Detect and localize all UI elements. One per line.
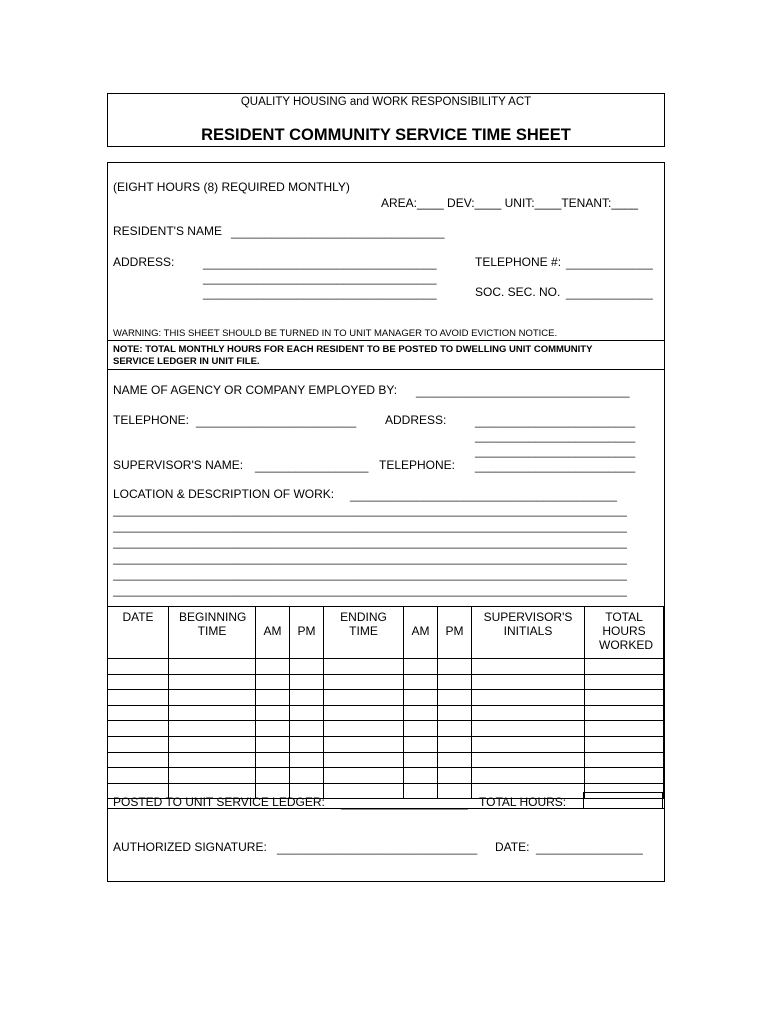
requirement-text: (EIGHT HOURS (8) REQUIRED MONTHLY) xyxy=(113,180,350,194)
table-header-row xyxy=(108,607,664,659)
table-row[interactable] xyxy=(108,690,664,706)
description-line[interactable]: _____________________________________________________________________________ xyxy=(113,583,627,597)
date-field[interactable]: ________________ xyxy=(536,841,643,855)
agency-name-field[interactable]: ________________________________ xyxy=(416,384,630,398)
divider xyxy=(107,808,665,809)
agency-telephone-field[interactable]: ________________________ xyxy=(196,414,357,428)
supervisor-name-field[interactable]: _________________ xyxy=(255,459,369,473)
agency-address-label: ADDRESS: xyxy=(385,413,447,427)
act-title: QUALITY HOUSING and WORK RESPONSIBILITY ACT xyxy=(240,96,532,108)
description-line[interactable]: _____________________________________________________________________________ xyxy=(113,503,627,517)
note-line-2: SERVICE LEDGER IN UNIT FILE. xyxy=(113,356,260,367)
divider xyxy=(107,340,665,341)
col-date: DATE xyxy=(108,607,169,659)
table-row[interactable] xyxy=(108,736,664,752)
col-ending-time: ENDING TIME xyxy=(324,607,404,659)
location-label: LOCATION & DESCRIPTION OF WORK: xyxy=(113,487,335,501)
agency-address-field-4[interactable]: ________________________ xyxy=(475,459,636,473)
telephone-label: TELEPHONE #: xyxy=(475,255,562,269)
posted-field[interactable]: ___________________ xyxy=(341,796,468,810)
posted-label: POSTED TO UNIT SERVICE LEDGER: xyxy=(113,795,325,809)
location-field[interactable]: ________________________________________ xyxy=(350,488,617,502)
table-row[interactable] xyxy=(108,659,664,675)
col-am: AM xyxy=(256,607,290,659)
note-line-1: NOTE: TOTAL MONTHLY HOURS FOR EACH RESIDENT TO BE POSTED TO DWELLING UNIT COMMUNITY xyxy=(113,344,593,355)
address-label: ADDRESS: xyxy=(113,255,175,269)
form-title: RESIDENT COMMUNITY SERVICE TIME SHEET xyxy=(201,126,571,144)
divider xyxy=(107,369,665,370)
supervisor-name-label: SUPERVISOR'S NAME: xyxy=(113,458,244,472)
col-am: AM xyxy=(404,607,438,659)
agency-address-field-3[interactable]: ________________________ xyxy=(475,444,636,458)
col-pm: PM xyxy=(438,607,472,659)
resident-name-label: RESIDENT'S NAME xyxy=(113,224,222,238)
description-line[interactable]: _____________________________________________________________________________ xyxy=(113,519,627,533)
table-row[interactable] xyxy=(108,768,664,784)
col-pm: PM xyxy=(290,607,324,659)
total-hours-label: TOTAL HOURS: xyxy=(479,795,567,809)
col-beginning-time: BEGINNING TIME xyxy=(169,607,256,659)
time-log-table xyxy=(107,606,664,799)
ssn-label: SOC. SEC. NO. xyxy=(475,285,561,299)
signature-field[interactable]: ______________________________ xyxy=(277,841,478,855)
agency-name-label: NAME OF AGENCY OR COMPANY EMPLOYED BY: xyxy=(113,383,398,397)
description-line[interactable]: _____________________________________________________________________________ xyxy=(113,535,627,549)
table-row[interactable] xyxy=(108,721,664,737)
ids-line[interactable]: AREA:____ DEV:____ UNIT:____TENANT:____ xyxy=(381,196,639,210)
agency-address-field-1[interactable]: ________________________ xyxy=(475,414,636,428)
signature-label: AUTHORIZED SIGNATURE: xyxy=(113,840,267,854)
address-field-2[interactable]: ___________________________________ xyxy=(203,271,437,285)
address-field-3[interactable]: ___________________________________ xyxy=(203,286,437,300)
description-line[interactable]: _____________________________________________________________________________ xyxy=(113,567,627,581)
agency-address-field-2[interactable]: ________________________ xyxy=(475,429,636,443)
table-row[interactable] xyxy=(108,705,664,721)
table-row[interactable] xyxy=(108,674,664,690)
table-row[interactable] xyxy=(108,752,664,768)
ssn-field[interactable]: _____________ xyxy=(566,286,653,300)
date-label: DATE: xyxy=(495,840,530,854)
warning-text: WARNING: THIS SHEET SHOULD BE TURNED IN TO UNIT MANAGER TO AVOID EVICTION NOTICE. xyxy=(113,328,558,339)
telephone-field[interactable]: _____________ xyxy=(566,256,653,270)
description-line[interactable]: _____________________________________________________________________________ xyxy=(113,551,627,565)
col-total-hours: TOTAL HOURS WORKED xyxy=(585,607,664,659)
total-hours-field[interactable] xyxy=(583,792,663,809)
resident-name-field[interactable]: ________________________________ xyxy=(231,225,445,239)
agency-telephone-label: TELEPHONE: xyxy=(113,413,190,427)
supervisor-telephone-label: TELEPHONE: xyxy=(379,458,456,472)
address-field-1[interactable]: ___________________________________ xyxy=(203,256,437,270)
col-supervisor-initials: SUPERVISOR'S INITIALS xyxy=(472,607,585,659)
